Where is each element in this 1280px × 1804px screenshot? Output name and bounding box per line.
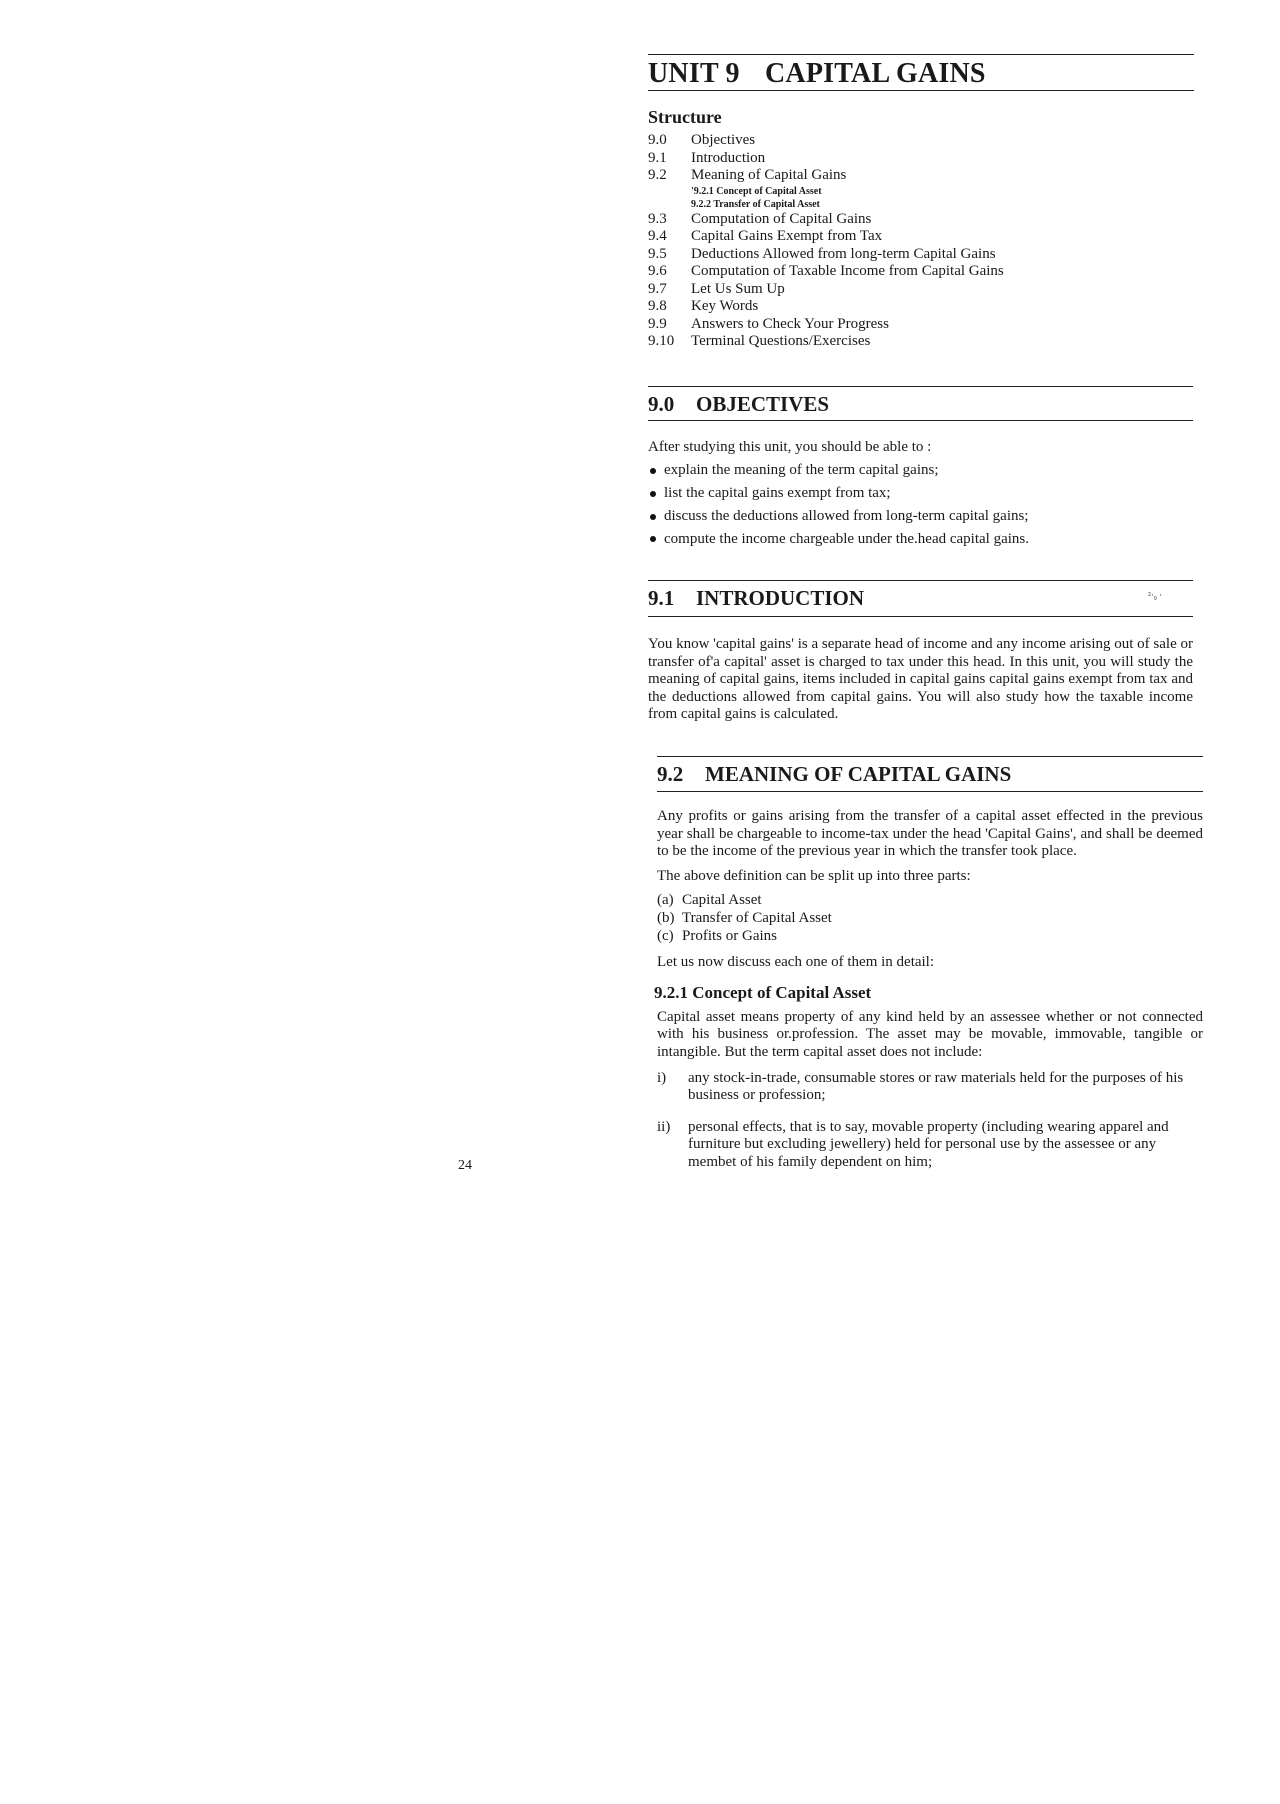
list-item: i) any stock-in-trade, consumable stores or raw materials held for the purposes of his business or profession; [657,1069,1184,1104]
toc-item: 9.9 Answers to Check Your Progress [648,315,889,332]
list-item: discuss the deductions allowed from long-term capital gains; [648,508,1193,526]
meaning-parts-list [657,892,1203,945]
toc-subitem: '9.2.1 Concept of Capital Asset [691,185,822,197]
bullet-icon [650,536,656,542]
meaning-para-2: The above definition can be split up into three parts: [657,867,971,884]
introduction-text: You know 'capital gains' is a separate head of income and any income arising out of sale or transfer of'a capital' asset is charged to tax under this head. In this unit, you will study the meaning of capital gains, items included in capital gains capital gains exempt from tax and the deductions allowed from capital gains. You will also study how the taxable income from capital gains is calculated. [648,636,1193,723]
objectives-heading: 9.0 OBJECTIVES [648,392,830,416]
toc-item: 9.7 Let Us Sum Up [648,280,785,297]
meaning-para-3: Let us now discuss each one of them in detail: [657,954,935,971]
bullet-icon [650,468,656,474]
concept-heading: 9.2.1 Concept of Capital Asset [654,982,872,1002]
page-number: 24 [458,1158,472,1173]
toc-item: 9.5 Deductions Allowed from long-term Capital Gains [648,245,996,262]
meaning-para-1: Any profits or gains arising from the transfer of a capital asset effected in the previous year shall be chargeable to income-tax under the head 'Capital Gains', and shall be deemed to be the income of the previous year in which the transfer took place. [657,808,1203,860]
structure-list [648,132,1193,351]
structure-heading: Structure [648,107,722,127]
unit-title-rule [648,90,1194,91]
objectives-list [648,462,1193,554]
list-item: compute the income chargeable under the.head capital gains. [648,531,1193,549]
toc-item: 9.6 Computation of Taxable Income from Capital Gains [648,263,1004,279]
toc-item: 9.10 Terminal Questions/Exercises [648,333,871,349]
objectives-bottom-rule [648,420,1193,421]
toc-item: 9.4 Capital Gains Exempt from Tax [648,228,883,244]
objectives-intro: After studying this unit, you should be able to : [648,439,932,455]
meaning-bottom-rule [657,791,1203,792]
list-item: explain the meaning of the term capital gains; [648,462,1193,480]
toc-subitem: 9.2.2 Transfer of Capital Asset [691,198,820,210]
list-item: (b) Transfer of Capital Asset [657,909,832,926]
introduction-bottom-rule [648,616,1193,617]
top-rule [648,54,1194,55]
unit-number: UNIT 9 [648,58,740,89]
toc-item: 9.0 Objectives [648,132,756,148]
list-item: (c) Profits or Gains [657,927,777,944]
toc-item: 9.8 Key Words [648,298,759,314]
toc-item: 9.2 Meaning of Capital Gains [648,167,847,183]
concept-text: Capital asset means property of any kind held by an assessee whether or not connected with his business or.profession. The asset may be movable, immovable, tangible or intangible. But the term capital asset does not include: [657,1008,1203,1060]
unit-name: CAPITAL GAINS [765,58,986,89]
bullet-icon [650,491,656,497]
concept-exclusions-list [657,1070,1203,1172]
meaning-top-rule [657,756,1203,757]
meaning-heading: 9.2 MEANING OF CAPITAL GAINS [657,762,1012,786]
bullet-icon [650,514,656,520]
unit-title [648,58,1193,90]
toc-item: 9.3 Computation of Capital Gains [648,210,872,227]
introduction-top-rule [648,580,1193,581]
objectives-top-rule [648,386,1193,387]
introduction-heading: 9.1 INTRODUCTION [648,586,865,610]
meaning-body [654,808,1203,1186]
corner-mark: ²·₉ · [1148,590,1163,600]
list-item: list the capital gains exempt from tax; [648,485,1193,503]
list-item: ii) personal effects, that is to say, movable property (including wearing apparel and furniture but excluding jewellery) held for personal use by the assessee or any membet of his family dependent on him; [657,1118,1169,1170]
toc-item: 9.1 Introduction [648,149,766,166]
list-item: (a) Capital Asset [657,892,762,909]
